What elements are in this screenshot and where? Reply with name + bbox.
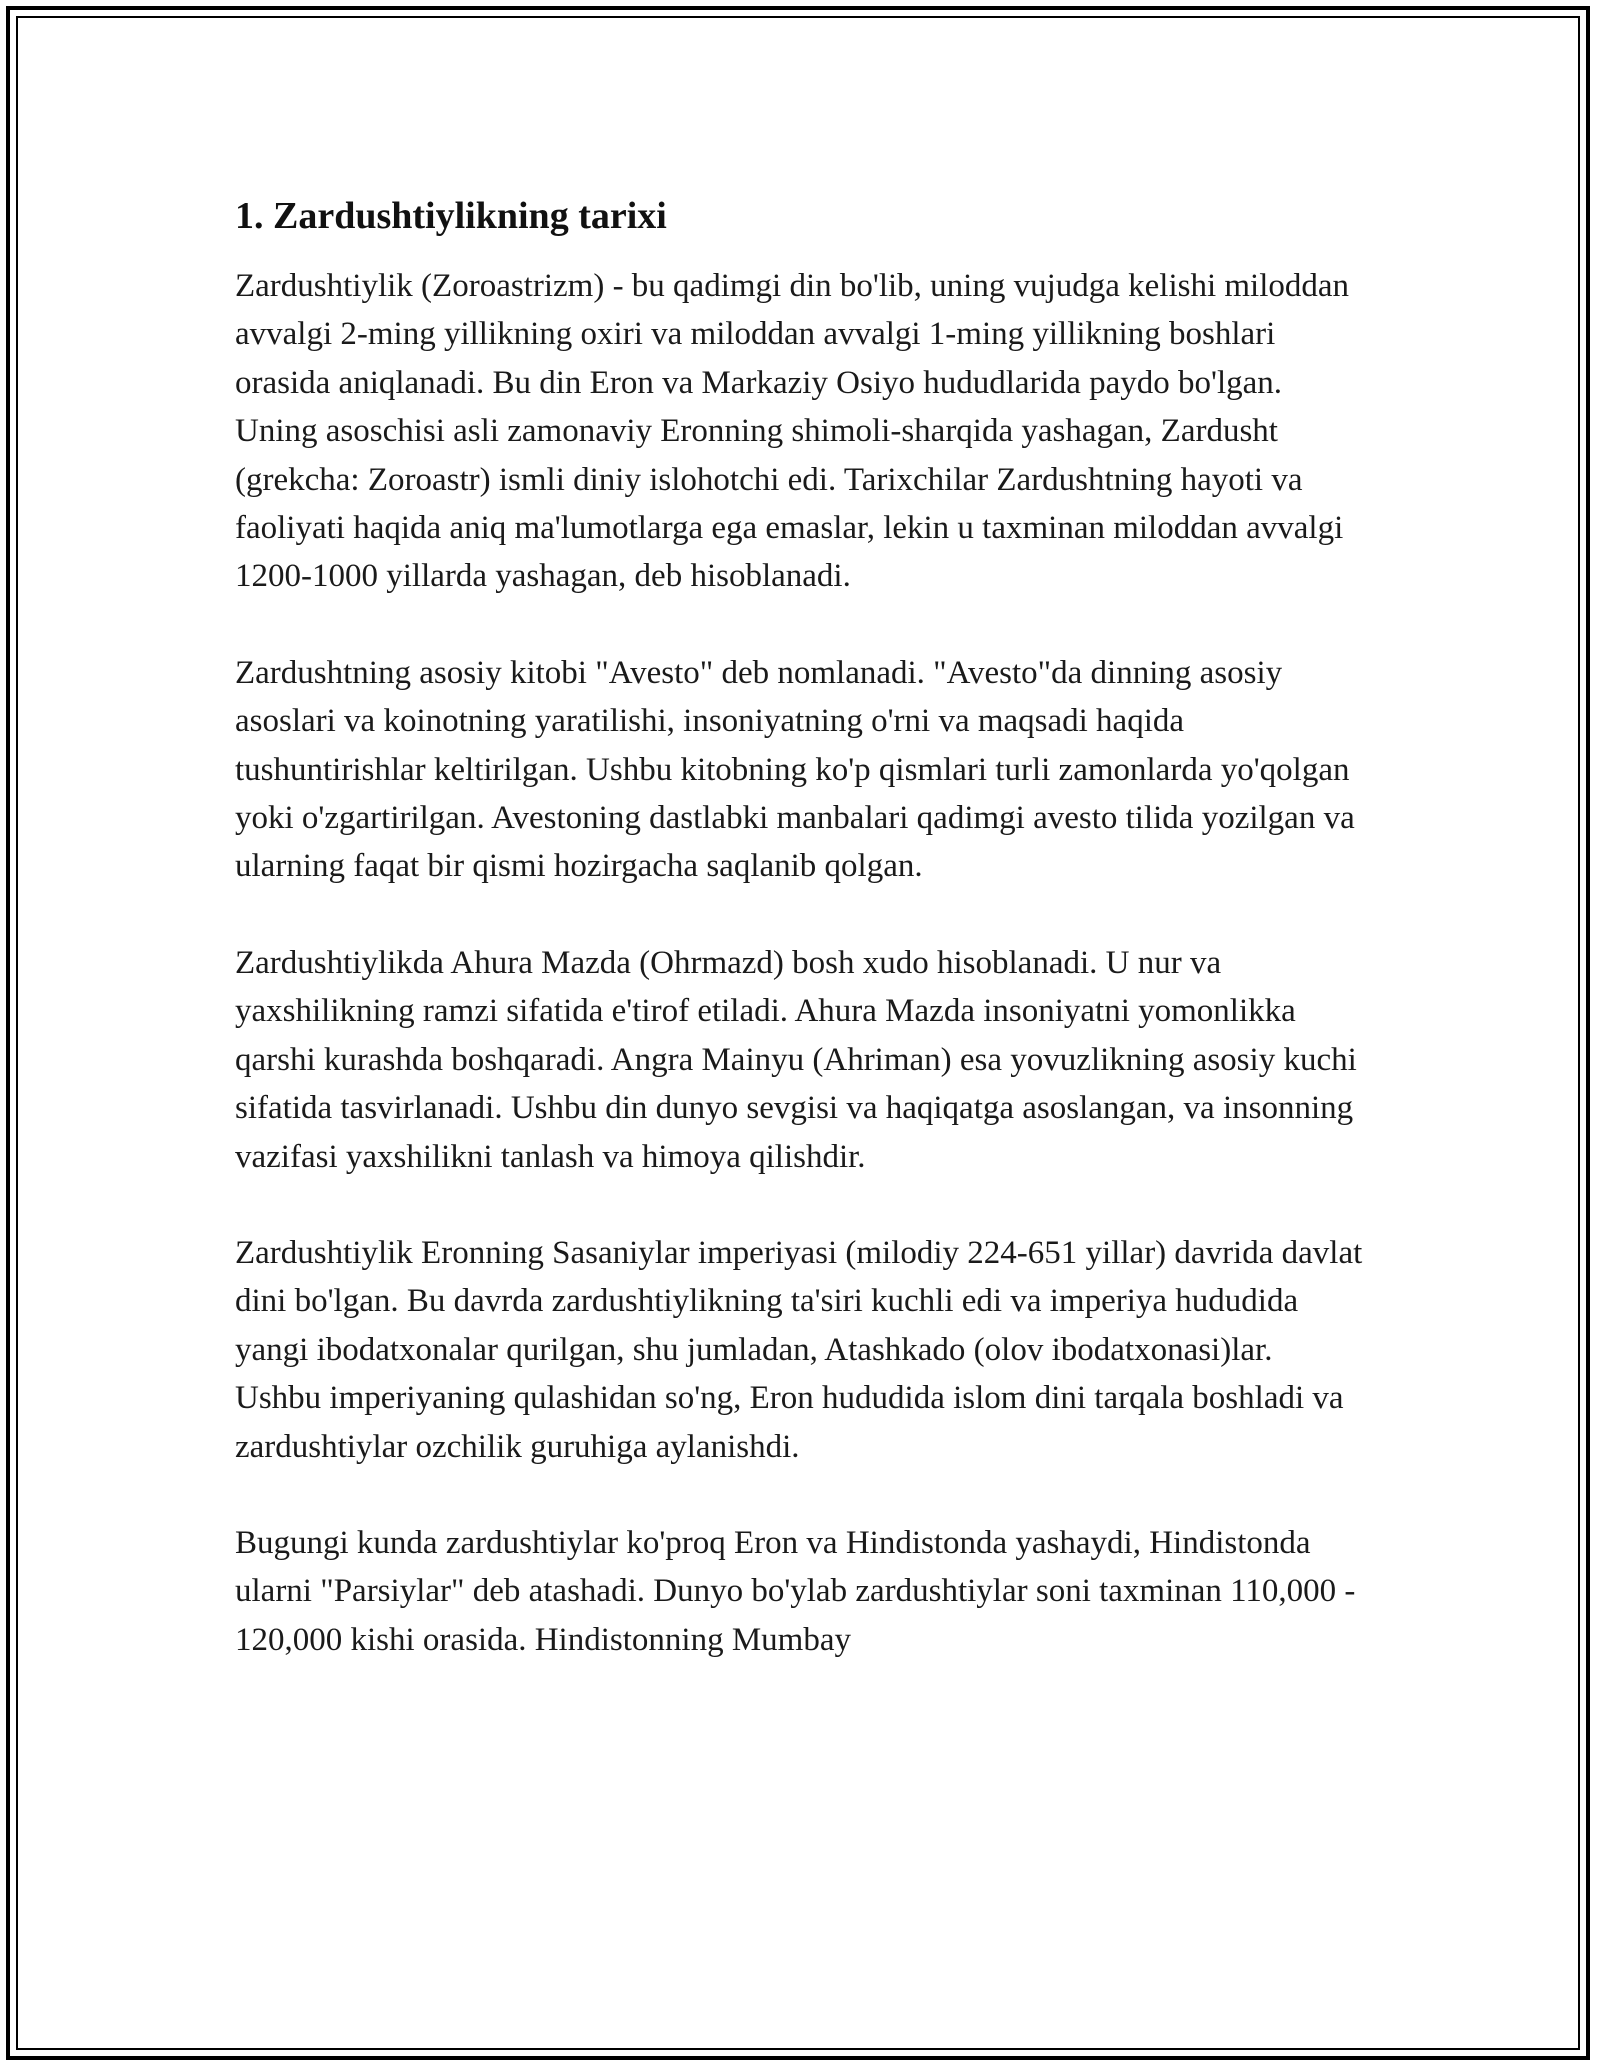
paragraph-origins: Zardushtiylik (Zoroastrizm) - bu qadimgi din bo'lib, uning vujudga kelishi miloddan avvalgi 2-ming yillikning oxiri va miloddan avvalgi 1-ming yillikning boshlari orasida aniqlanadi. Bu din Eron va Markaziy Osiyo hududlarida paydo bo'lgan. Uning asoschisi asli zamonaviy Eronning shimoli-sharqida yashagan, Zardusht (grekcha: Zoroastr) ismli diniy islohotchi edi. Tarixchilar Zardushtning hayoti va faoliyati haqida aniq ma'lumotlarga ega emaslar, lekin u taxminan miloddan avvalgi 1200-1000 yillarda yashagan, deb hisoblanadi. bbox=[235, 268, 1350, 595]
document-body bbox=[235, 190, 1365, 1664]
paragraph-avesto: Zardushtning asosiy kitobi "Avesto" deb nomlanadi. "Avesto"da dinning asosiy asoslari va koinotning yaratilishi, insoniyatning o'rni va maqsadi haqida tushuntirishlar keltirilgan. Ushbu kitobning ko'p qismlari turli zamonlarda yo'qolgan yoki o'zgartirilgan. Avestoning dastlabki manbalari qadimgi avesto tilida yozilgan va ularning faqat bir qismi hozirgacha saqlanib qolgan. bbox=[235, 654, 1355, 885]
paragraph-sasanian-era: Zardushtiylik Eronning Sasaniylar imperiyasi (milodiy 224-651 yillar) davrida davlat dini bo'lgan. Bu davrda zardushtiylikning ta'siri kuchli edi va imperiya hududida yangi ibodatxonalar qurilgan, shu jumladan, Atashkado (olov ibodatxonasi)lar. Ushbu imperiyaning qulashidan so'ng, Eron hududida islom dini tarqala boshladi va zardushtiylar ozchilik guruhiga aylanishdi. bbox=[235, 1234, 1363, 1465]
paragraph-present-day: Bugungi kunda zardushtiylar ko'proq Eron va Hindistonda yashaydi, Hindistonda ularni "Parsiylar" deb atashadi. Dunyo bo'ylab zardushtiylar soni taxminan 110,000 - 120,000 kishi orasida. Hindistonning Mumbay bbox=[235, 1524, 1356, 1658]
section-heading: 1. Zardushtiylikning tarixi bbox=[235, 195, 667, 237]
paragraph-ahura-mazda: Zardushtiylikda Ahura Mazda (Ohrmazd) bosh xudo hisoblanadi. U nur va yaxshilikning ramzi sifatida e'tirof etiladi. Ahura Mazda insoniyatni yomonlikka qarshi kurashda boshqaradi. Angra Mainyu (Ahriman) esa yovuzlikning asosiy kuchi sifatida tasvirlanadi. Ushbu din dunyo sevgisi va haqiqatga asoslangan, va insonning vazifasi yaxshilikni tanlash va himoya qilishdir. bbox=[235, 944, 1357, 1175]
